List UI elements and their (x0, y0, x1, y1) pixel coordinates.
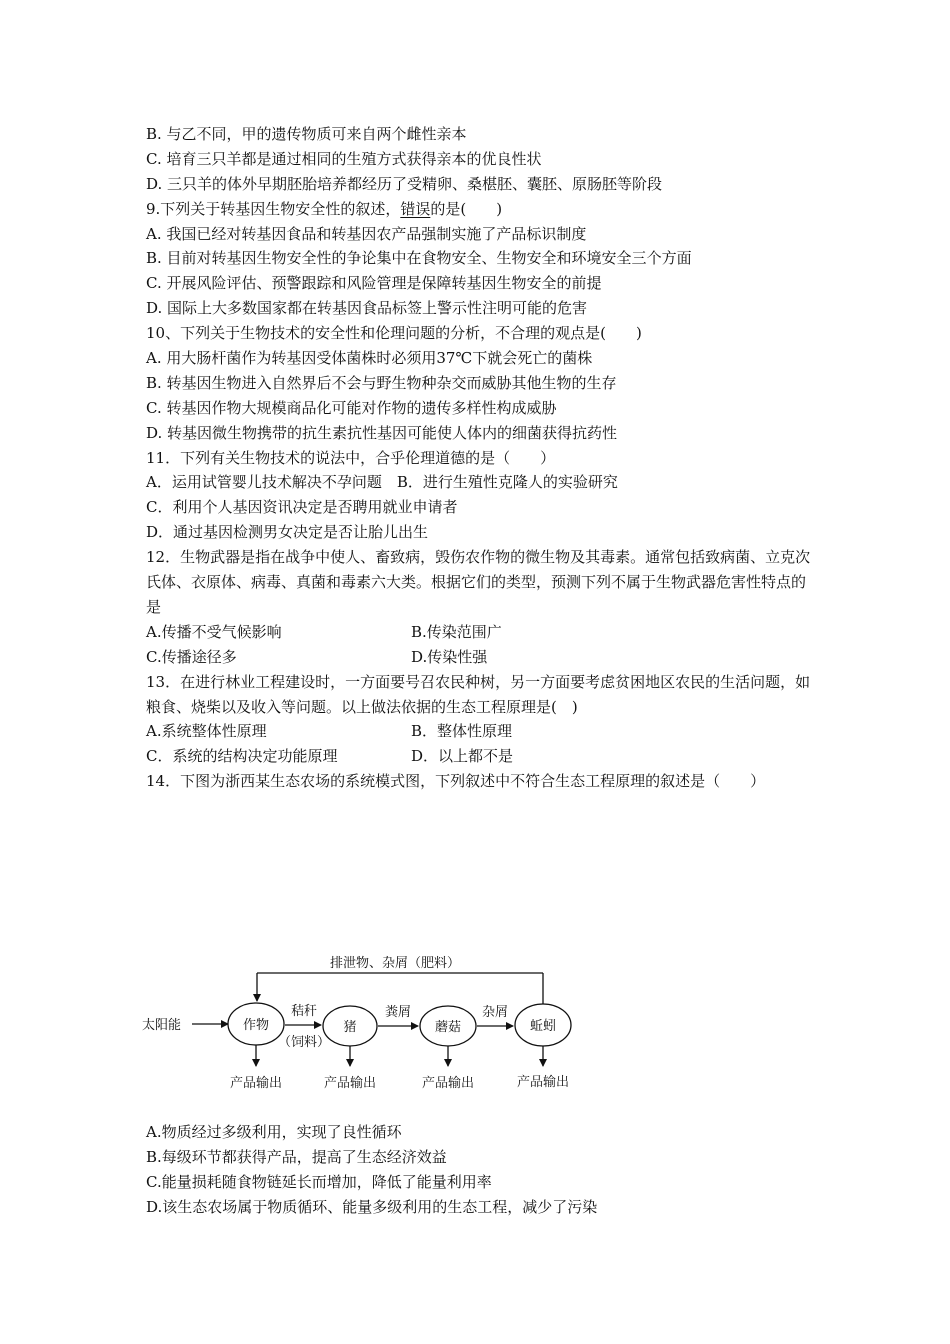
q9-stem-emphasis: 错误 (400, 199, 431, 218)
q9-option-c: C. 开展风险评估、预警跟踪和风险管理是保障转基因生物安全的前提 (146, 274, 602, 293)
ecofarm-diagram (140, 950, 600, 1100)
q12-option-b: B.传染范围广 (411, 622, 502, 641)
q8-option-b: B. 与乙不同，甲的遗传物质可来自两个雌性亲本 (146, 125, 467, 143)
q14-option-d: D.该生态农场属于物质循环、能量多级利用的生态工程，减少了污染 (146, 1197, 598, 1216)
q9-option-a: A. 我国已经对转基因食品和转基因农产品强制实施了产品标识制度 (146, 224, 587, 243)
q10-option-a: A. 用大肠杆菌作为转基因受体菌株时必须用37℃下就会死亡的菌株 (146, 349, 593, 368)
q11-option-c: C．利用个人基因资讯决定是否聘用就业申请者 (146, 498, 458, 517)
feedback-label: 排泄物、杂屑（肥料） (330, 956, 461, 971)
edge-crop-pig-top: 秸秆 (290, 1004, 318, 1019)
questions-block (146, 122, 816, 794)
q9-stem-pre: 9.下列关于转基因生物安全性的叙述， (146, 199, 401, 218)
q13-option-c: C．系统的结构决定功能原理 (146, 747, 338, 766)
output-label-crop: 产品输出 (229, 1076, 283, 1091)
q13-options-row1 (146, 719, 816, 744)
q8-option-c: C. 培育三只羊都是通过相同的生殖方式获得亲本的优良性状 (146, 149, 542, 168)
q14-option-c: C.能量损耗随食物链延长而增加，降低了能量利用率 (146, 1172, 492, 1191)
node-pig-label: 猪 (343, 1020, 357, 1035)
q13-option-b: B．整体性原理 (411, 722, 513, 741)
node-mushroom-label: 蘑菇 (434, 1020, 462, 1035)
q12-option-c: C.传播途径多 (146, 647, 237, 666)
q9-option-d: D. 国际上大多数国家都在转基因食品标签上警示性注明可能的危害 (146, 299, 588, 318)
q10-option-d: D. 转基因微生物携带的抗生素抗性基因可能使人体内的细菌获得抗药性 (146, 423, 618, 442)
q8-option-d: D. 三只羊的体外早期胚胎培养都经历了受精卵、桑椹胚、囊胚、原肠胚等阶段 (146, 174, 663, 193)
node-earthworm-label: 蚯蚓 (529, 1019, 557, 1034)
q12-option-a: A.传播不受气候影响 (146, 622, 282, 641)
edge-pig-mushroom-label: 粪屑 (384, 1005, 412, 1020)
output-label-earthworm: 产品输出 (516, 1075, 570, 1090)
q11-option-d: D．通过基因检测男女决定是否让胎儿出生 (146, 523, 429, 542)
node-crop-label: 作物 (242, 1018, 270, 1033)
q9-stem (146, 197, 816, 222)
q13-stem: 13．在进行林业工程建设时，一方面要号召农民种树，另一方面要考虑贫困地区农民的生活问题，如粮食、烧柴以及收入等问题。以上做法依据的生态工程原理是( ) (146, 672, 811, 716)
q10-option-b: B. 转基因生物进入自然界后不会与野生物种杂交而威胁其他生物的生存 (146, 373, 617, 392)
q11-stem: 11．下列有关生物技术的说法中，合乎伦理道德的是（ ） (146, 448, 556, 467)
q14-options (146, 1120, 816, 1220)
q13-options-row2 (146, 744, 816, 769)
output-label-pig: 产品输出 (323, 1076, 377, 1091)
edge-mushroom-earthworm-label: 杂屑 (481, 1005, 509, 1020)
q13-option-a: A.系统整体性原理 (146, 722, 267, 741)
q12-options-row2 (146, 645, 816, 670)
q14-stem: 14．下图为浙西某生态农场的系统模式图，下列叙述中不符合生态工程原理的叙述是（ ） (146, 772, 766, 791)
q11-option-ab: A．运用试管婴儿技术解决不孕问题 B．进行生殖性克隆人的实验研究 (146, 473, 618, 492)
q12-options-row1 (146, 620, 816, 645)
q9-stem-post: 的是( ) (430, 199, 503, 218)
q10-stem: 10、下列关于生物技术的安全性和伦理问题的分析，不合理的观点是( ) (146, 324, 642, 343)
q12-stem: 12．生物武器是指在战争中使人、畜致病，毁伤农作物的微生物及其毒素。通常包括致病菌、立克次氏体、衣原体、病毒、真菌和毒素六大类。根据它们的类型，预测下列不属于生物武器危害性特点的是 (146, 548, 811, 616)
source-label: 太阳能 (142, 1018, 182, 1033)
q12-option-d: D.传染性强 (411, 647, 488, 666)
q9-option-b: B. 目前对转基因生物安全性的争论集中在食物安全、生物安全和环境安全三个方面 (146, 249, 692, 268)
q14-option-b: B.每级环节都获得产品，提高了生态经济效益 (146, 1147, 447, 1166)
output-label-mushroom: 产品输出 (421, 1076, 475, 1091)
edge-crop-pig-bottom: （饲料） (277, 1035, 331, 1050)
q10-option-c: C. 转基因作物大规模商品化可能对作物的遗传多样性构成威胁 (146, 398, 557, 417)
q14-option-a: A.物质经过多级利用，实现了良性循环 (146, 1123, 402, 1141)
q13-option-d: D．以上都不是 (411, 747, 514, 766)
